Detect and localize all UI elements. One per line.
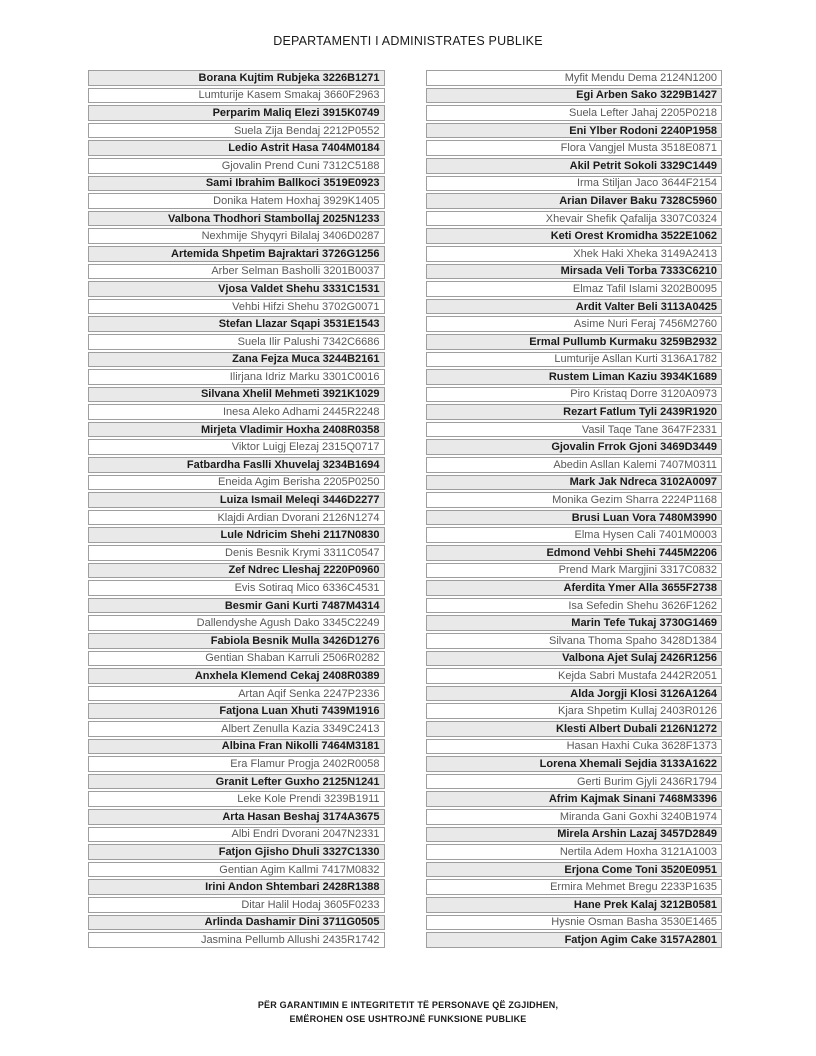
list-item — [88, 791, 385, 807]
list-item — [426, 510, 723, 526]
person-entry: Suela Lefter Jahaj 2205P0218 — [568, 106, 717, 119]
list-item — [88, 615, 385, 631]
person-entry: Gerti Burim Gjyli 2436R1794 — [576, 775, 717, 788]
person-entry: Asime Nuri Feraj 7456M2760 — [573, 318, 717, 331]
person-entry: Zana Fejza Muca 3244B2161 — [232, 353, 380, 366]
person-entry: Artemida Shpetim Bajraktari 3726G1256 — [171, 247, 380, 260]
person-entry: Brusi Luan Vora 7480M3990 — [571, 511, 717, 524]
person-entry: Akil Petrit Sokoli 3329C1449 — [569, 159, 717, 172]
list-item — [88, 123, 385, 139]
list-item — [88, 580, 385, 596]
person-entry: Elmaz Tafil Islami 3202B0095 — [572, 282, 717, 295]
person-entry: Anxhela Klemend Cekaj 2408R0389 — [194, 669, 380, 682]
list-item — [426, 404, 723, 420]
list-item — [88, 387, 385, 403]
list-item — [88, 809, 385, 825]
list-item — [88, 703, 385, 719]
person-entry: Albina Fran Nikolli 7464M3181 — [221, 740, 380, 753]
list-item — [426, 176, 723, 192]
person-entry: Flora Vangjel Musta 3518E0871 — [560, 142, 717, 155]
person-entry: Nexhmije Shyqyri Bilalaj 3406D0287 — [201, 230, 380, 243]
person-entry: Perparim Maliq Elezi 3915K0749 — [212, 106, 380, 119]
list-item — [426, 70, 723, 86]
list-item — [426, 527, 723, 543]
list-item — [426, 281, 723, 297]
list-item — [426, 457, 723, 473]
list-item — [426, 862, 723, 878]
list-item — [88, 457, 385, 473]
list-item — [88, 193, 385, 209]
list-item — [88, 598, 385, 614]
list-item — [88, 228, 385, 244]
person-entry: Ledio Astrit Hasa 7404M0184 — [228, 142, 380, 155]
list-item — [426, 827, 723, 843]
person-entry: Silvana Thoma Spaho 3428D1384 — [549, 634, 717, 647]
person-entry: Irma Stiljan Jaco 3644F2154 — [576, 177, 717, 190]
list-item — [426, 774, 723, 790]
person-entry: Myfit Mendu Dema 2124N1200 — [564, 71, 717, 84]
person-entry: Klajdi Ardian Dvorani 2126N1274 — [217, 511, 380, 524]
list-item — [88, 246, 385, 262]
list-item — [426, 932, 723, 948]
list-item — [88, 721, 385, 737]
list-item — [426, 422, 723, 438]
list-item — [426, 387, 723, 403]
person-entry: Ilirjana Idriz Marku 3301C0016 — [229, 370, 380, 383]
list-item — [426, 756, 723, 772]
name-list-left — [88, 70, 385, 950]
list-item — [88, 264, 385, 280]
person-entry: Lorena Xhemali Sejdia 3133A1622 — [539, 757, 717, 770]
person-entry: Gentian Shaban Karruli 2506R0282 — [205, 652, 380, 665]
list-item — [426, 369, 723, 385]
person-entry: Arian Dilaver Baku 7328C5960 — [559, 194, 717, 207]
person-entry: Suela Zija Bendaj 2212P0552 — [233, 124, 380, 137]
person-entry: Ermira Mehmet Bregu 2233P1635 — [550, 881, 717, 894]
list-item — [426, 739, 723, 755]
person-entry: Isa Sefedin Shehu 3626F1262 — [568, 599, 717, 612]
person-entry: Aferdita Ymer Alla 3655F2738 — [563, 582, 717, 595]
person-entry: Zef Ndrec Lleshaj 2220P0960 — [228, 564, 380, 577]
list-item — [88, 211, 385, 227]
person-entry: Vjosa Valdet Shehu 3331C1531 — [218, 282, 380, 295]
person-entry: Edmond Vehbi Shehi 7445M2206 — [546, 546, 717, 559]
list-item — [88, 915, 385, 931]
list-item — [88, 827, 385, 843]
person-entry: Arlinda Dashamir Dini 3711G0505 — [204, 916, 380, 929]
person-entry: Gentian Agim Kallmi 7417M0832 — [219, 863, 380, 876]
list-item — [426, 686, 723, 702]
list-item — [426, 651, 723, 667]
list-item — [88, 844, 385, 860]
list-item — [88, 281, 385, 297]
person-entry: Kejda Sabri Mustafa 2442R2051 — [558, 669, 717, 682]
person-entry: Eneida Agim Berisha 2205P0250 — [218, 476, 380, 489]
list-item — [426, 299, 723, 315]
person-entry: Lumturije Kasem Smakaj 3660F2963 — [198, 89, 380, 102]
list-item — [426, 668, 723, 684]
person-entry: Hysnie Osman Basha 3530E1465 — [551, 916, 717, 929]
person-entry: Rezart Fatlum Tyli 2439R1920 — [563, 406, 717, 419]
list-item — [426, 334, 723, 350]
list-item — [88, 756, 385, 772]
list-item — [88, 897, 385, 913]
list-item — [88, 316, 385, 332]
person-entry: Alda Jorgji Klosi 3126A1264 — [570, 687, 717, 700]
list-item — [426, 88, 723, 104]
person-entry: Klesti Albert Dubali 2126N1272 — [556, 722, 717, 735]
list-item — [88, 299, 385, 315]
list-item — [426, 211, 723, 227]
list-item — [88, 668, 385, 684]
person-entry: Dallendyshe Agush Dako 3345C2249 — [196, 617, 380, 630]
list-item — [88, 475, 385, 491]
person-entry: Gjovalin Prend Cuni 7312C5188 — [221, 159, 380, 172]
list-item — [88, 369, 385, 385]
list-item — [88, 686, 385, 702]
person-entry: Era Flamur Progja 2402R0058 — [230, 757, 380, 770]
person-entry: Abedin Asllan Kalemi 7407M0311 — [553, 458, 717, 471]
list-item — [426, 316, 723, 332]
list-item — [426, 897, 723, 913]
list-item — [426, 123, 723, 139]
person-entry: Monika Gezim Sharra 2224P1168 — [552, 494, 717, 507]
person-entry: Mirsada Veli Torba 7333C6210 — [560, 265, 717, 278]
name-list-right — [426, 70, 723, 950]
list-item — [88, 352, 385, 368]
person-entry: Mirela Arshin Lazaj 3457D2849 — [557, 828, 717, 841]
person-entry: Hasan Haxhi Cuka 3628F1373 — [566, 740, 717, 753]
person-entry: Gjovalin Frrok Gjoni 3469D3449 — [551, 441, 717, 454]
person-entry: Arber Selman Basholli 3201B0037 — [211, 265, 380, 278]
person-entry: Borana Kujtim Rubjeka 3226B1271 — [198, 71, 380, 84]
person-entry: Silvana Xhelil Mehmeti 3921K1029 — [200, 388, 380, 401]
person-entry: Leke Kole Prendi 3239B1911 — [237, 793, 380, 806]
person-entry: Irini Andon Shtembari 2428R1388 — [205, 881, 380, 894]
person-entry: Besmir Gani Kurti 7487M4314 — [224, 599, 380, 612]
page-title: DEPARTAMENTI I ADMINISTRATES PUBLIKE — [273, 34, 543, 48]
person-entry: Sami Ibrahim Ballkoci 3519E0923 — [205, 177, 380, 190]
list-item — [426, 475, 723, 491]
list-item — [88, 105, 385, 121]
person-entry: Fatjon Gjisho Dhuli 3327C1330 — [218, 845, 380, 858]
list-item — [88, 70, 385, 86]
person-entry: Ardit Valter Beli 3113A0425 — [575, 300, 717, 313]
list-item — [426, 721, 723, 737]
list-item — [426, 598, 723, 614]
list-item — [426, 915, 723, 931]
person-entry: Erjona Come Toni 3520E0951 — [564, 863, 717, 876]
list-item — [88, 862, 385, 878]
person-entry: Albert Zenulla Kazia 3349C2413 — [221, 722, 380, 735]
list-item — [426, 193, 723, 209]
list-item — [426, 439, 723, 455]
footer-note — [0, 998, 816, 1026]
person-entry: Evis Sotiraq Mico 6336C4531 — [234, 582, 380, 595]
person-entry: Valbona Ajet Sulaj 2426R1256 — [562, 652, 717, 665]
list-item — [426, 633, 723, 649]
person-entry: Hane Prek Kalaj 3212B0581 — [573, 898, 717, 911]
list-item — [426, 246, 723, 262]
person-entry: Egi Arben Sako 3229B1427 — [576, 89, 717, 102]
list-item — [88, 492, 385, 508]
list-item — [88, 176, 385, 192]
person-entry: Luiza Ismail Meleqi 3446D2277 — [219, 494, 380, 507]
person-entry: Miranda Gani Goxhi 3240B1974 — [559, 810, 717, 823]
person-entry: Albi Endri Dvorani 2047N2331 — [231, 828, 380, 841]
list-item — [88, 510, 385, 526]
list-item — [426, 791, 723, 807]
list-item — [88, 334, 385, 350]
list-item — [88, 527, 385, 543]
list-item — [426, 879, 723, 895]
list-item — [426, 615, 723, 631]
person-entry: Xhek Haki Xheka 3149A2413 — [573, 247, 717, 260]
person-entry: Elma Hysen Cali 7401M0003 — [574, 529, 717, 542]
person-entry: Nertila Adem Hoxha 3121A1003 — [559, 845, 717, 858]
person-entry: Granit Lefter Guxho 2125N1241 — [215, 775, 380, 788]
list-item — [426, 492, 723, 508]
list-item — [88, 439, 385, 455]
person-entry: Piro Kristaq Dorre 3120A0973 — [570, 388, 717, 401]
list-item — [426, 140, 723, 156]
person-entry: Stefan Llazar Sqapi 3531E1543 — [218, 318, 380, 331]
footer-line-2: EMËROHEN OSE USHTROJNË FUNKSIONE PUBLIKE — [289, 1013, 527, 1024]
person-entry: Marin Tefe Tukaj 3730G1469 — [571, 617, 717, 630]
list-item — [88, 422, 385, 438]
list-item — [426, 844, 723, 860]
list-item — [426, 703, 723, 719]
list-item — [88, 932, 385, 948]
person-entry: Kjara Shpetim Kullaj 2403R0126 — [558, 705, 717, 718]
person-entry: Lumturije Asllan Kurti 3136A1782 — [554, 353, 717, 366]
list-item — [88, 879, 385, 895]
person-entry: Suela Ilir Palushi 7342C6686 — [237, 335, 380, 348]
list-item — [88, 739, 385, 755]
list-item — [88, 88, 385, 104]
list-item — [426, 563, 723, 579]
person-entry: Vasil Taqe Tane 3647F2331 — [581, 423, 717, 436]
list-item — [88, 633, 385, 649]
list-item — [88, 545, 385, 561]
person-entry: Fatjona Luan Xhuti 7439M1916 — [219, 705, 380, 718]
person-entry: Xhevair Shefik Qafalija 3307C0324 — [545, 212, 717, 225]
person-entry: Fatjon Agim Cake 3157A2801 — [564, 933, 717, 946]
person-entry: Artan Aqif Senka 2247P2336 — [238, 687, 380, 700]
list-item — [426, 352, 723, 368]
person-entry: Ermal Pullumb Kurmaku 3259B2932 — [529, 335, 717, 348]
list-item — [426, 545, 723, 561]
list-item — [426, 158, 723, 174]
person-entry: Valbona Thodhori Stambollaj 2025N1233 — [167, 212, 380, 225]
name-columns — [0, 70, 816, 950]
person-entry: Prend Mark Margjini 3317C0832 — [558, 564, 717, 577]
person-entry: Fatbardha Faslli Xhuvelaj 3234B1694 — [186, 458, 380, 471]
list-item — [426, 228, 723, 244]
person-entry: Arta Hasan Beshaj 3174A3675 — [222, 810, 380, 823]
person-entry: Lule Ndricim Shehi 2117N0830 — [220, 529, 380, 542]
footer-line-1: PËR GARANTIMIN E INTEGRITETIT TË PERSONAVE QË ZGJIDHEN, — [257, 999, 559, 1010]
list-item — [426, 809, 723, 825]
person-entry: Mirjeta Vladimir Hoxha 2408R0358 — [200, 423, 380, 436]
list-item — [88, 404, 385, 420]
list-item — [426, 264, 723, 280]
list-item — [88, 651, 385, 667]
person-entry: Denis Besnik Krymi 3311C0547 — [225, 546, 380, 559]
person-entry: Afrim Kajmak Sinani 7468M3396 — [548, 793, 717, 806]
person-entry: Donika Hatem Hoxhaj 3929K1405 — [213, 194, 380, 207]
list-item — [426, 580, 723, 596]
person-entry: Rustem Liman Kaziu 3934K1689 — [548, 370, 717, 383]
person-entry: Vehbi Hifzi Shehu 3702G0071 — [232, 300, 380, 313]
person-entry: Fabiola Besnik Mulla 3426D1276 — [210, 634, 380, 647]
person-entry: Mark Jak Ndreca 3102A0097 — [569, 476, 717, 489]
person-entry: Jasmina Pellumb Allushi 2435R1742 — [200, 933, 380, 946]
list-item — [88, 774, 385, 790]
list-item — [426, 105, 723, 121]
person-entry: Keti Orest Kromidha 3522E1062 — [550, 230, 717, 243]
list-item — [88, 158, 385, 174]
person-entry: Inesa Aleko Adhami 2445R2248 — [222, 406, 380, 419]
person-entry: Eni Ylber Rodoni 2240P1958 — [569, 124, 717, 137]
list-item — [88, 563, 385, 579]
person-entry: Ditar Halil Hodaj 3605F0233 — [241, 898, 380, 911]
list-item — [88, 140, 385, 156]
person-entry: Viktor Luigj Elezaj 2315Q0717 — [231, 441, 380, 454]
